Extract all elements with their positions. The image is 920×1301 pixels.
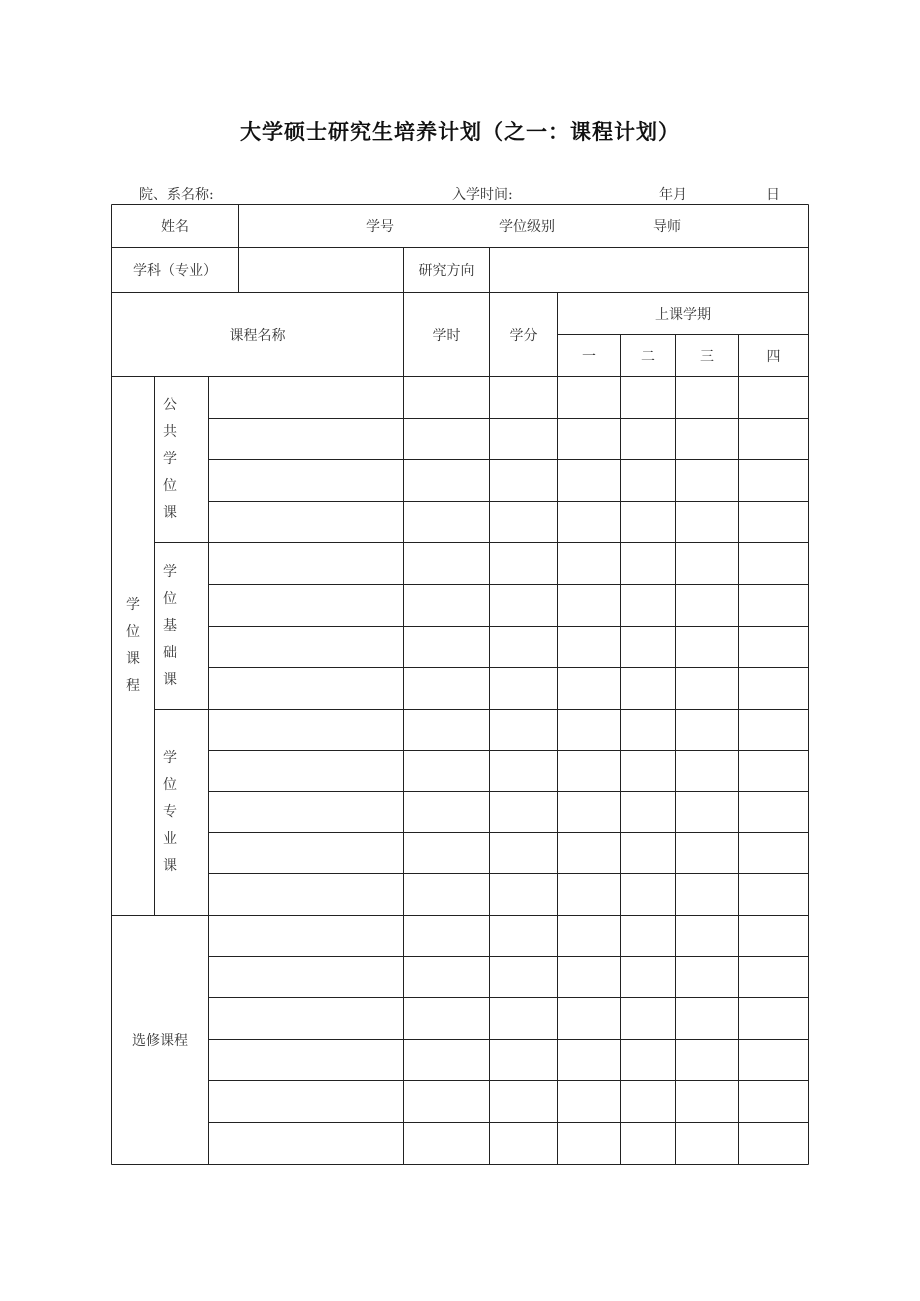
name-label: 姓名 xyxy=(161,219,189,235)
year-month-label: 年月 xyxy=(659,187,687,203)
semester-4-header: 四 xyxy=(766,348,781,365)
degree-courses-label xyxy=(112,377,154,915)
course-name-header: 课程名称 xyxy=(229,327,286,344)
semester-3-header: 三 xyxy=(700,348,714,365)
student-number-label: 学号 xyxy=(366,219,394,235)
basic-courses-label xyxy=(163,543,209,709)
subject-major-label: 学科（专业） xyxy=(133,263,217,279)
day-label: 日 xyxy=(766,187,780,203)
degree-courses-char: 学 xyxy=(126,597,140,613)
research-direction-field[interactable] xyxy=(490,248,808,292)
elective-courses-label: 选修课程 xyxy=(132,1033,188,1049)
class-hours-header: 学时 xyxy=(432,327,461,344)
enrollment-time-label: 入学时间: xyxy=(452,187,513,203)
department-label: 院、系名称: xyxy=(139,187,214,203)
semester-2-header: 二 xyxy=(641,348,655,365)
semester-header: 上课学期 xyxy=(655,306,711,323)
credits-header: 学分 xyxy=(509,327,538,344)
advisor-label: 导师 xyxy=(653,219,681,235)
degree-courses-char: 程 xyxy=(126,678,140,694)
public-courses-label xyxy=(163,377,209,542)
semester-1-header: 一 xyxy=(582,348,596,365)
subject-major-field[interactable] xyxy=(239,248,403,292)
document-title: 大学硕士研究生培养计划（之一：课程计划） xyxy=(240,120,680,144)
degree-level-label: 学位级别 xyxy=(499,219,555,235)
basic-courses-text: 学位基础课 xyxy=(163,563,187,688)
public-courses-text: 公共学位课 xyxy=(163,397,187,521)
research-direction-label: 研究方向 xyxy=(418,263,475,279)
degree-courses-char: 位 xyxy=(126,624,140,640)
major-courses-text: 学位专业课 xyxy=(163,750,187,874)
major-courses-label xyxy=(163,710,209,915)
degree-courses-char: 课 xyxy=(126,651,140,667)
